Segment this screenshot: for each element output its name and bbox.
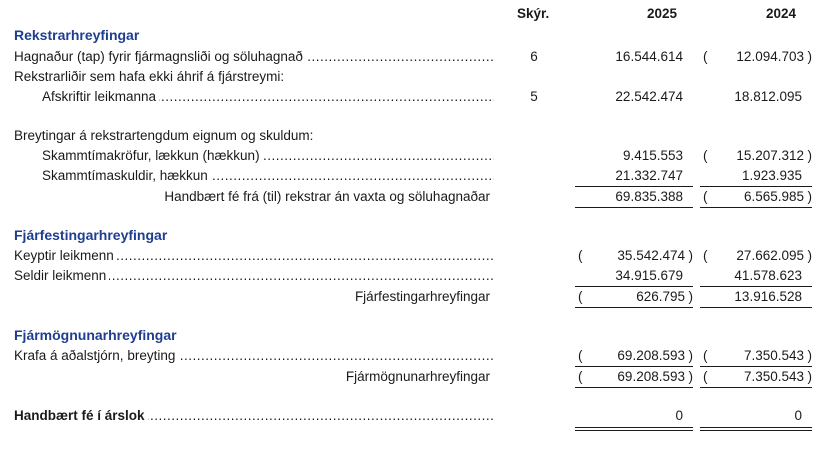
paren-open: ( bbox=[703, 148, 708, 163]
table-row bbox=[0, 167, 837, 185]
row-label: Skammtímakröfur, lækkun (hækkun) bbox=[42, 148, 263, 163]
value-2025: 9.415.553 bbox=[622, 148, 683, 163]
table-row bbox=[0, 288, 837, 306]
paren-open: ( bbox=[578, 289, 583, 304]
total-rule bbox=[575, 207, 693, 208]
table-row bbox=[0, 147, 837, 165]
paren-close: ) bbox=[688, 348, 693, 363]
table-row bbox=[0, 127, 837, 145]
paren-open: ( bbox=[703, 49, 708, 64]
value-2025: 69.208.593 bbox=[617, 348, 685, 363]
col-header-2024: 2024 bbox=[766, 6, 797, 21]
paren-close: ) bbox=[807, 348, 812, 363]
value-2025: 16.544.614 bbox=[615, 49, 683, 64]
table-row bbox=[0, 247, 837, 265]
col-header-2025: 2025 bbox=[647, 6, 678, 21]
section-title-investing: Fjárfestingarhreyfingar bbox=[14, 227, 168, 243]
paren-close: ) bbox=[688, 369, 693, 384]
double-rule bbox=[700, 427, 812, 428]
value-2025: 626.795 bbox=[636, 289, 685, 304]
value-2024: 6.565.985 bbox=[743, 189, 804, 204]
table-row bbox=[0, 68, 837, 86]
table-row bbox=[0, 368, 837, 386]
double-rule bbox=[700, 430, 812, 431]
total-rule bbox=[700, 387, 812, 388]
total-rule bbox=[575, 387, 693, 388]
row-label: Rekstrarliðir sem hafa ekki áhrif á fjárstreymi: bbox=[14, 69, 287, 84]
total-rule bbox=[575, 307, 693, 308]
row-note: 6 bbox=[530, 49, 538, 64]
paren-close: ) bbox=[807, 148, 812, 163]
table-row bbox=[0, 48, 837, 66]
paren-close: ) bbox=[688, 289, 693, 304]
total-rule bbox=[700, 307, 812, 308]
subtotal-rule bbox=[575, 366, 693, 367]
paren-open: ( bbox=[578, 348, 583, 363]
value-2024: 13.916.528 bbox=[734, 289, 802, 304]
value-2024: 41.578.623 bbox=[734, 268, 802, 283]
value-2024: 27.662.095 bbox=[736, 248, 804, 263]
double-rule bbox=[575, 430, 693, 431]
row-label: Keyptir leikmenn bbox=[14, 248, 117, 263]
paren-open: ( bbox=[578, 248, 583, 263]
row-label: Handbært fé í árslok bbox=[14, 408, 148, 423]
row-label: Afskriftir leikmanna bbox=[42, 89, 159, 104]
value-2025: 0 bbox=[675, 408, 683, 423]
row-label: Breytingar á rekstrartengdum eignum og skuldum: bbox=[14, 128, 316, 143]
table-row bbox=[0, 267, 837, 285]
subtotal-rule bbox=[700, 366, 812, 367]
subtotal-rule bbox=[575, 186, 693, 187]
paren-open: ( bbox=[703, 189, 708, 204]
paren-close: ) bbox=[807, 49, 812, 64]
value-2024: 15.207.312 bbox=[736, 148, 804, 163]
table-row bbox=[0, 347, 837, 365]
value-2024: 7.350.543 bbox=[743, 348, 804, 363]
value-2025: 34.915.679 bbox=[615, 268, 683, 283]
paren-close: ) bbox=[807, 248, 812, 263]
row-label: Seldir leikmenn bbox=[14, 268, 109, 283]
row-label: Krafa á aðalstjórn, breyting bbox=[14, 348, 178, 363]
section-title-operating: Rekstrarhreyfingar bbox=[14, 27, 140, 43]
row-label: Handbært fé frá (til) rekstrar án vaxta og söluhagnaðar bbox=[164, 189, 493, 204]
subtotal-rule bbox=[700, 286, 812, 287]
value-2024: 1.923.935 bbox=[741, 168, 802, 183]
subtotal-rule bbox=[700, 186, 812, 187]
paren-open: ( bbox=[703, 248, 708, 263]
row-label: Hagnaður (tap) fyrir fjármagnsliði og söluhagnað bbox=[14, 49, 306, 64]
total-rule bbox=[700, 207, 812, 208]
paren-close: ) bbox=[688, 248, 693, 263]
row-label: Skammtímaskuldir, hækkun bbox=[42, 168, 211, 183]
value-2024: 12.094.703 bbox=[736, 49, 804, 64]
value-2024: 0 bbox=[794, 408, 802, 423]
paren-open: ( bbox=[703, 369, 708, 384]
table-row bbox=[0, 88, 837, 106]
paren-open: ( bbox=[578, 369, 583, 384]
value-2025: 35.542.474 bbox=[617, 248, 685, 263]
row-label: Fjárfestingarhreyfingar bbox=[355, 289, 493, 304]
double-rule bbox=[575, 427, 693, 428]
value-2025: 69.835.388 bbox=[615, 189, 683, 204]
value-2025: 22.542.474 bbox=[615, 89, 683, 104]
row-label: Fjármögnunarhreyfingar bbox=[346, 369, 493, 384]
paren-open: ( bbox=[703, 348, 708, 363]
value-2025: 69.208.593 bbox=[617, 369, 685, 384]
col-header-note: Skýr. bbox=[517, 6, 550, 21]
value-2025: 21.332.747 bbox=[615, 168, 683, 183]
paren-close: ) bbox=[807, 369, 812, 384]
row-note: 5 bbox=[530, 89, 538, 104]
table-row bbox=[0, 407, 837, 425]
value-2024: 7.350.543 bbox=[743, 369, 804, 384]
paren-close: ) bbox=[807, 189, 812, 204]
subtotal-rule bbox=[575, 286, 693, 287]
section-title-financing: Fjármögnunarhreyfingar bbox=[14, 327, 177, 343]
table-row bbox=[0, 188, 837, 206]
value-2024: 18.812.095 bbox=[734, 89, 802, 104]
